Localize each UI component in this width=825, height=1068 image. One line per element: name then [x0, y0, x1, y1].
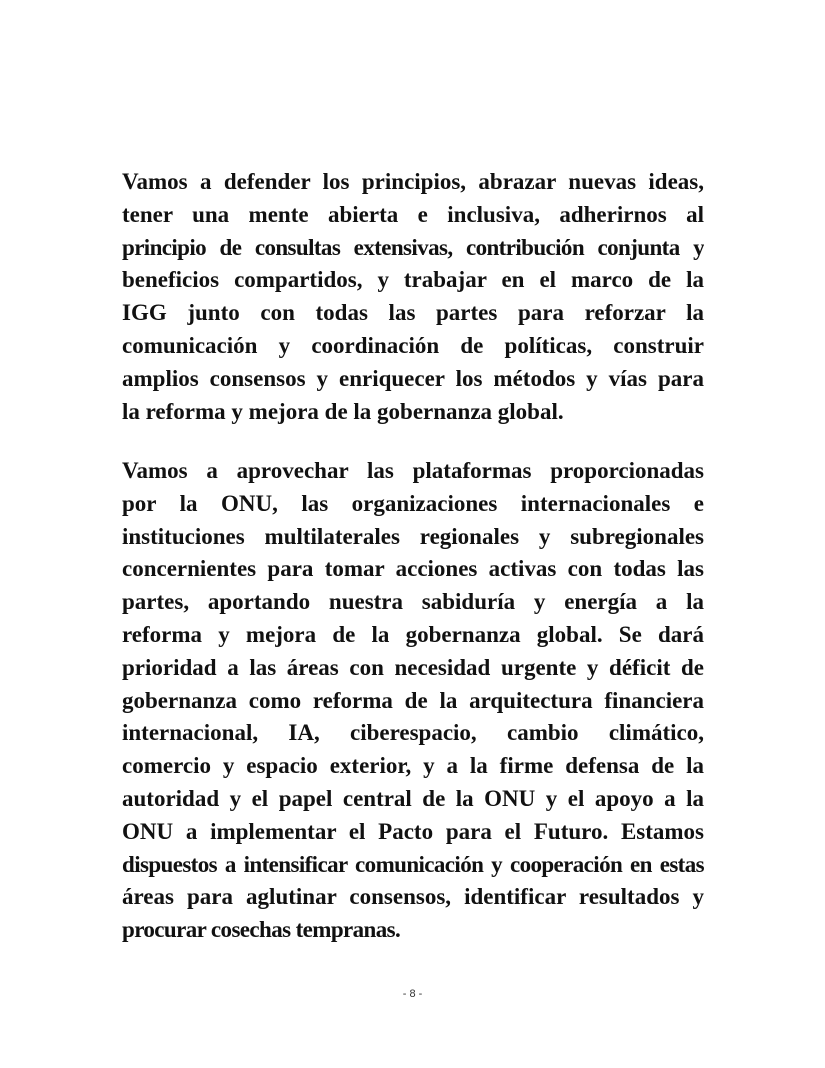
text-line: comunicación y coordinación de políticas, construir: [122, 332, 704, 358]
text-line: la reforma y mejora de la gobernanza global.: [122, 398, 564, 424]
text-line: prioridad a las áreas con necesidad urgente y déficit de: [122, 654, 704, 680]
text-line: comercio y espacio exterior, y a la firme defensa de la: [122, 753, 704, 779]
text-line: ONU a implementar el Pacto para el Futuro. Estamos: [122, 818, 704, 844]
text-line: partes, aportando nuestra sabiduría y energía a la: [122, 589, 704, 615]
text-line: principio de consultas extensivas, contribución conjunta y: [122, 234, 704, 260]
text-line: reforma y mejora de la gobernanza global. Se dará: [122, 621, 704, 647]
text-line: beneficios compartidos, y trabajar en el marco de la: [122, 267, 704, 293]
text-line: áreas para aglutinar consensos, identificar resultados y: [122, 884, 704, 910]
text-line: gobernanza como reforma de la arquitectura financiera: [122, 687, 704, 713]
text-line: por la ONU, las organizaciones internacionales e: [122, 490, 704, 516]
text-line: procurar cosechas tempranas.: [122, 917, 401, 943]
text-line: instituciones multilaterales regionales y subregionales: [122, 523, 704, 549]
text-line: internacional, IA, ciberespacio, cambio climático,: [122, 720, 704, 746]
text-line: IGG junto con todas las partes para reforzar la: [122, 300, 704, 326]
page-number: - 8 -: [402, 988, 423, 1000]
text-line: Vamos a aprovechar las plataformas proporcionadas: [122, 458, 704, 483]
text-line: autoridad y el papel central de la ONU y el apoyo a la: [122, 785, 704, 811]
text-line: amplios consensos y enriquecer los métodos y vías para: [122, 365, 704, 391]
text-line: concernientes para tomar acciones activas con todas las: [122, 556, 704, 582]
paragraph-2: [122, 455, 704, 947]
text-line: Vamos a defender los principios, abrazar nuevas ideas,: [122, 169, 704, 194]
text-line: tener una mente abierta e inclusiva, adherirnos al: [122, 201, 704, 227]
paragraph-1: [122, 166, 704, 428]
text-line: dispuestos a intensificar comunicación y cooperación en estas: [122, 851, 704, 877]
